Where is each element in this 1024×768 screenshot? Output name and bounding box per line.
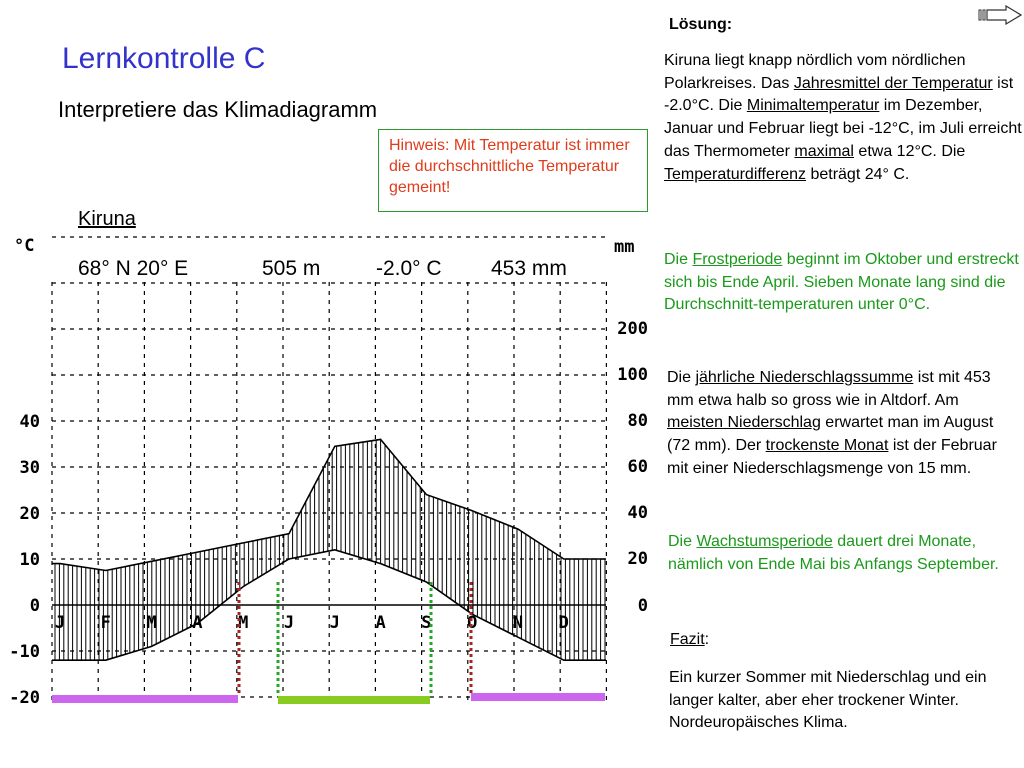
arrow-right-icon[interactable] — [978, 5, 1022, 25]
chart-periods — [52, 582, 605, 704]
right-axis-unit: mm — [614, 237, 635, 257]
left-tick-label: -10 — [9, 642, 40, 662]
solution-heading: Lösung: — [669, 16, 733, 33]
right-tick-label: 100 — [617, 365, 648, 385]
month-label: M — [146, 613, 157, 633]
month-label: A — [192, 613, 203, 633]
fazit-text: Ein kurzer Sommer mit Niederschlag und ein langer kalter, aber eher trockener Winter. Nordeuropäisches Klima. — [669, 669, 987, 732]
station-coords: 68° N 20° E — [78, 257, 189, 280]
left-tick-label: 10 — [19, 550, 40, 570]
hint-box: Hinweis: Mit Temperatur ist immer die durchschnittliche Temperatur gemeint! — [378, 129, 648, 212]
right-tick-label: 60 — [627, 457, 648, 477]
solution-temperature-text: Kiruna liegt knapp nördlich vom nördlichen Polarkreises. Das Jahresmittel der Temperatur ist -2.0°C. Die Minimaltemperatur im Dezember, Januar und Februar liegt bei -12°C, im Juli erreicht das Thermometer maximal etwa 12°C. Die Temperaturdifferenz beträgt 24° C. — [664, 52, 1022, 183]
left-tick-label: 20 — [19, 504, 40, 524]
month-label: M — [238, 613, 249, 633]
month-label: N — [512, 613, 524, 633]
left-axis-unit: °C — [14, 236, 35, 256]
month-label: A — [375, 613, 386, 633]
right-tick-label: 20 — [627, 549, 648, 569]
left-tick-label: 40 — [19, 412, 40, 432]
left-tick-label: 30 — [19, 458, 40, 478]
month-label: O — [467, 613, 478, 633]
fazit-heading: Fazit: — [670, 631, 710, 648]
station-precip: 453 mm — [491, 257, 567, 280]
month-label: J — [54, 613, 66, 633]
station-name: Kiruna — [78, 208, 136, 230]
page-subtitle: Interpretiere das Klimadiagramm — [58, 97, 378, 122]
solution-growth-text: Die Wachstumsperiode dauert drei Monate, nämlich von Ende Mai bis Anfangs September. — [668, 533, 999, 573]
climate-chart — [0, 228, 660, 728]
month-label: J — [283, 613, 295, 633]
right-tick-label: 200 — [617, 319, 648, 339]
left-tick-label: 0 — [29, 596, 40, 616]
left-tick-label: -20 — [9, 688, 40, 708]
right-tick-label: 80 — [627, 411, 648, 431]
page-title: Lernkontrolle C — [62, 42, 266, 75]
station-mean-temp: -2.0° C — [376, 257, 442, 280]
right-tick-label: 40 — [627, 503, 648, 523]
station-altitude: 505 m — [262, 257, 321, 280]
month-label: D — [558, 613, 569, 633]
month-label: S — [421, 613, 432, 633]
month-label: J — [329, 613, 340, 633]
frost-period-bar-start — [52, 695, 238, 703]
frost-period-bar-end — [471, 693, 605, 701]
solution-precip-text: Die jährliche Niederschlagssumme ist mit 453 mm etwa halb so gross wie in Altdorf. Am meisten Niederschlag erwartet man im August (72 mm). Der trockenste Monat ist der Februar mit einer Niederschlagsmenge von 15 mm. — [667, 369, 997, 477]
solution-frost-text: Die Frostperiode beginnt im Oktober und erstreckt sich bis Ende April. Sieben Monate lang sind die Durchschnitt-temperaturen unter 0°C. — [664, 251, 1019, 314]
growth-period-bar — [278, 696, 430, 704]
month-label: F — [100, 613, 111, 633]
right-tick-label: 0 — [637, 596, 648, 616]
